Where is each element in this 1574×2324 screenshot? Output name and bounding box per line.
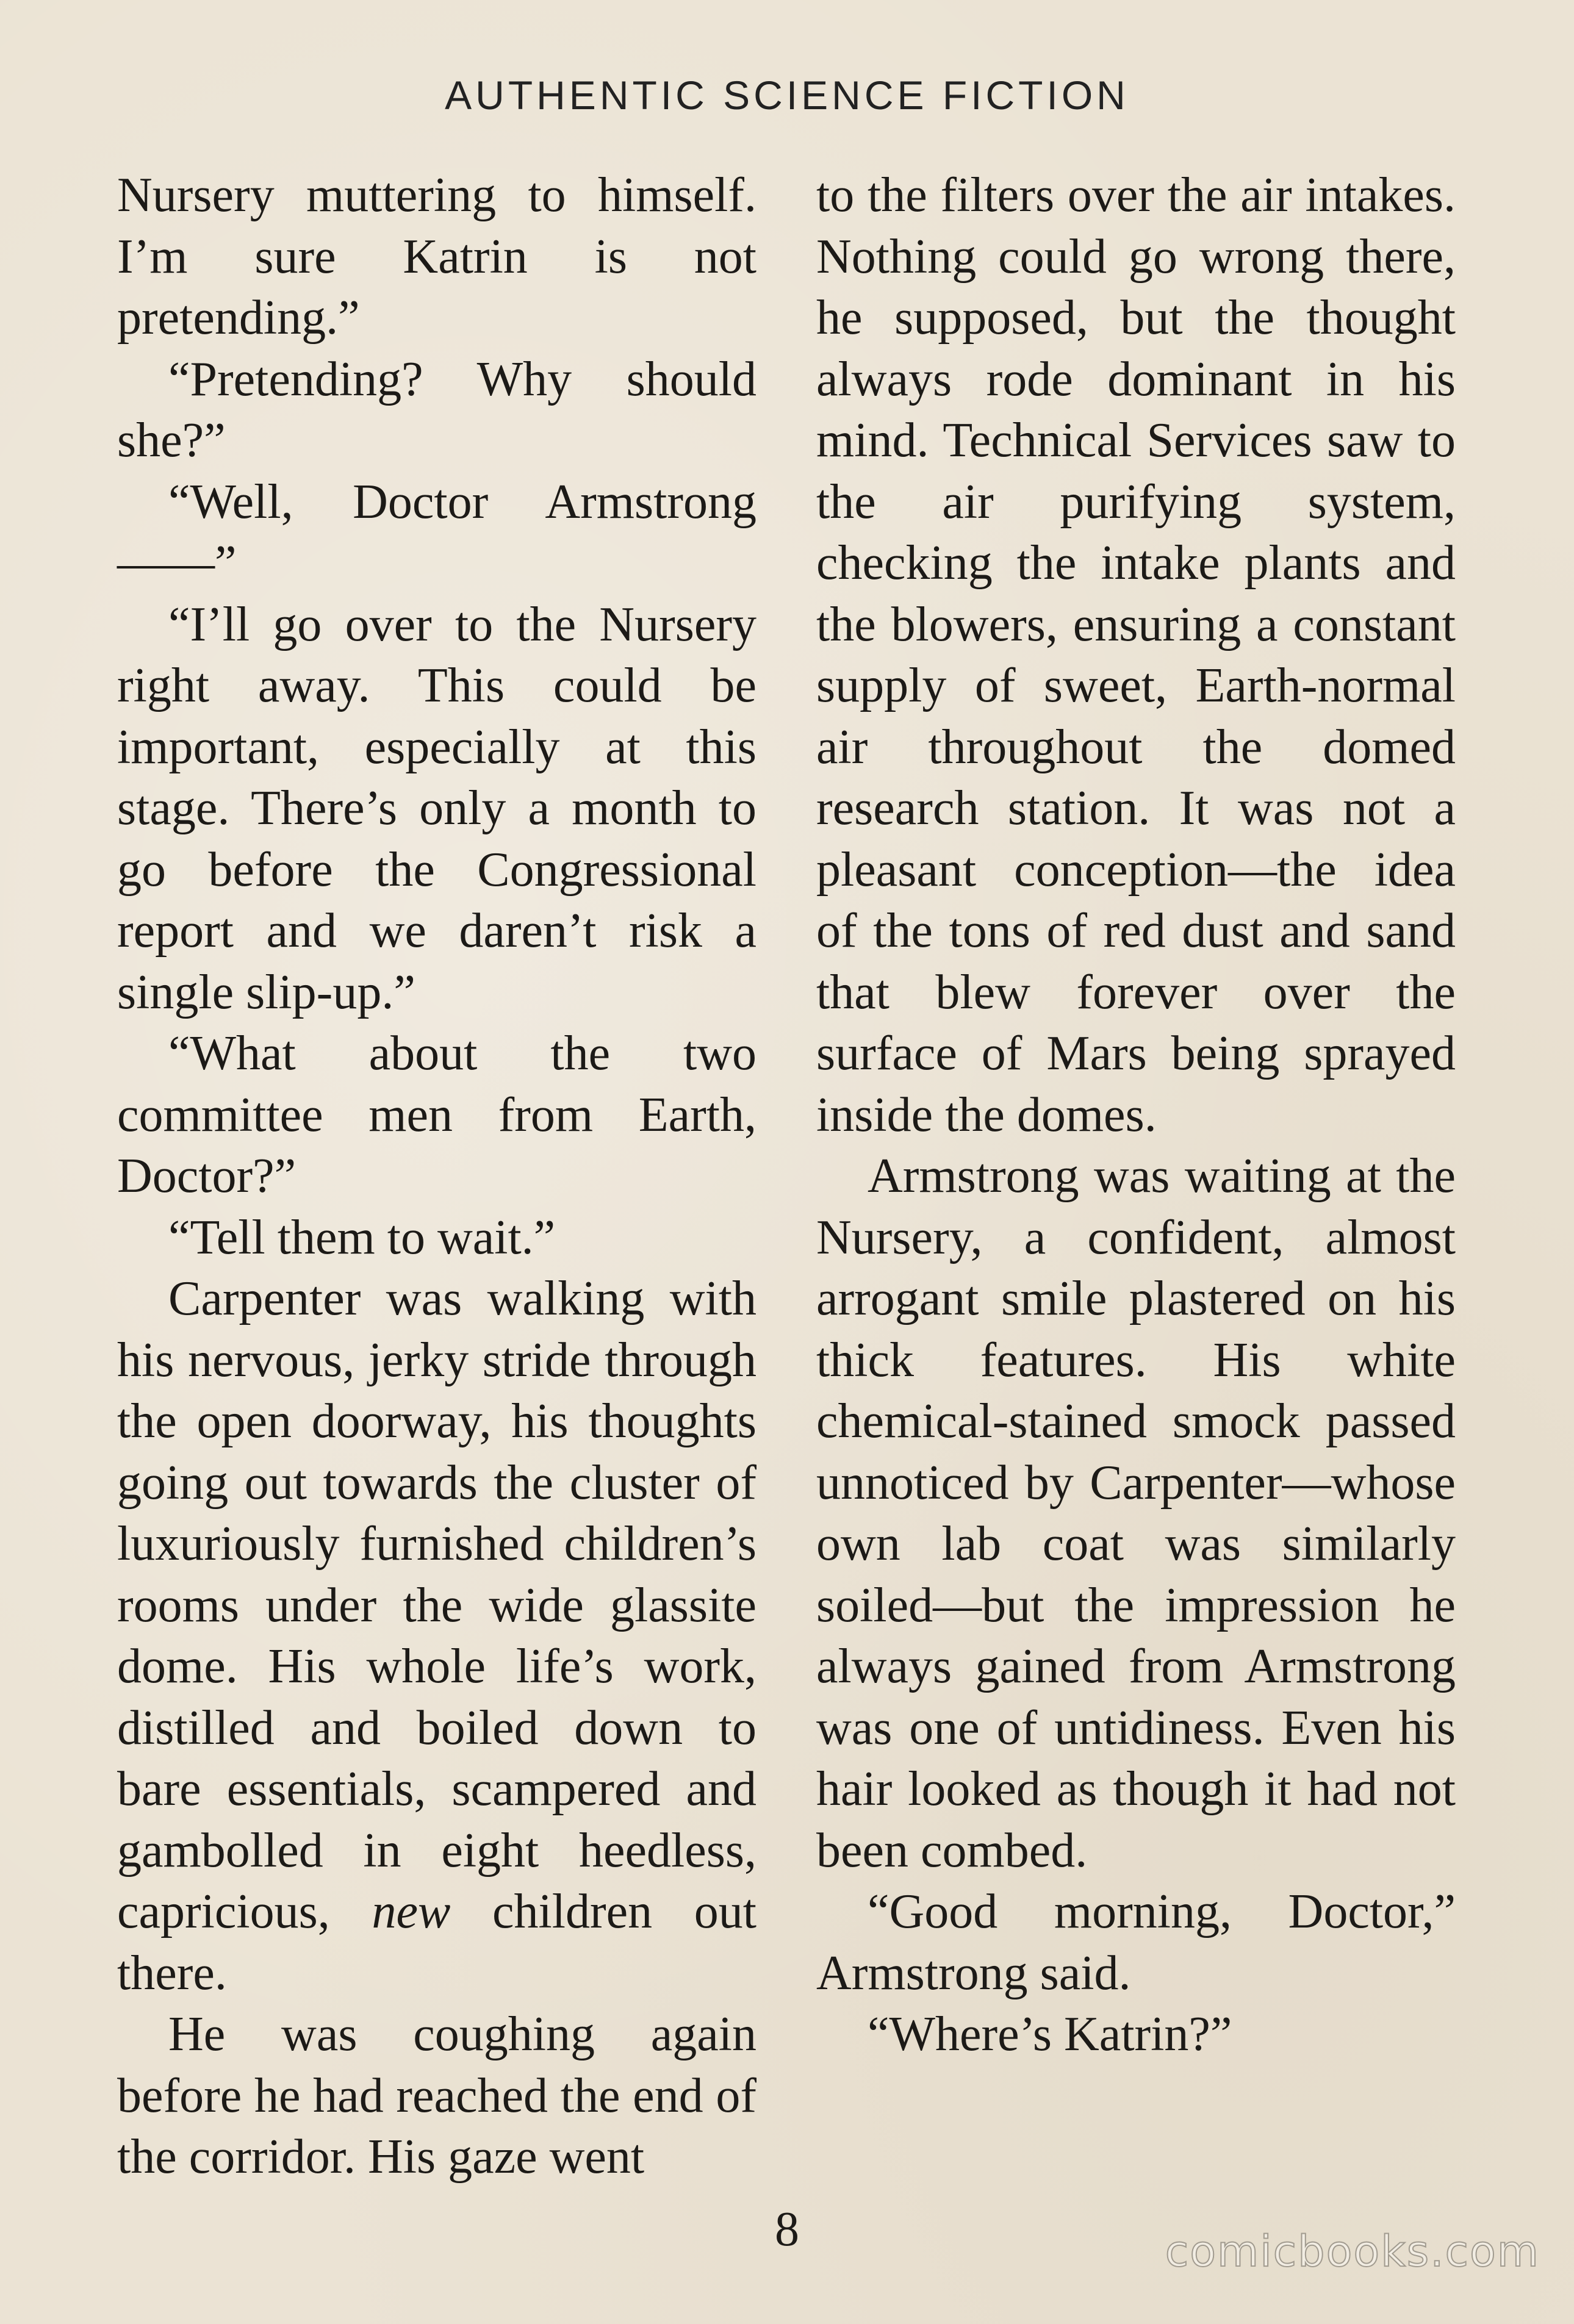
paragraph: “What about the two committee men from Earth, Doctor?” (117, 1027, 756, 1203)
paragraph: He was coughing again before he had reached the end of the corridor. His gaze went (117, 2007, 756, 2184)
paragraph: “Where’s Katrin?” (868, 2007, 1232, 2061)
left-text-column (117, 165, 756, 2188)
page-number: 8 (775, 2203, 799, 2256)
paragraph: Nursery muttering to himself. I’m sure Katrin is not pretending.” (117, 168, 756, 345)
paragraph: “Good morning, Doctor,” Armstrong said. (816, 1885, 1456, 2000)
paragraph: Armstrong was waiting at the Nursery, a confident, almost arrogant smile plastered on his thick features. His white chemical-stained smock passed unnoticed by Carpenter—whose own lab coat was similarly soiled—but the impression he always gained from Armstrong was one of untidiness. Even his hair looked as though it had not been combed. (816, 1149, 1456, 1877)
paragraph (117, 1268, 756, 2004)
paragraph-body: Carpenter was walking with his nervous, jerky stride through the open doorway, his thoughts going out towards the cluster of luxuriously furnished children’s rooms under the wide glassite dome. His whole life’s work, distilled and boiled down to bare essentials, scampered and gambolled in eight heedless, capricious, (117, 1272, 756, 1938)
paragraph: “I’ll go over to the Nursery right away. This could be important, especially at this stage. There’s only a month to go before the Congressional report and we daren’t risk a single slip-up.” (117, 597, 756, 1019)
right-text-column (816, 165, 1456, 2065)
running-title: AUTHENTIC SCIENCE FICTION (445, 73, 1129, 118)
italic-word: new (372, 1885, 451, 1938)
paragraph: “Tell them to wait.” (168, 1210, 556, 1264)
paragraph: to the filters over the air intakes. Nothing could go wrong there, he supposed, but the thought always rode dominant in his mind. Technical Services saw to the air purifying system, checking the intake plants and the blowers, ensuring a constant supply of sweet, Earth-normal air throughout the domed research station. It was not a pleasant conception—the idea of the tons of red dust and sand that blew forever over the surface of Mars being sprayed inside the domes. (816, 168, 1456, 1142)
paragraph: “Well, Doctor Armstrong——” (117, 475, 756, 590)
paragraph-tail: children out there. (117, 1885, 757, 2000)
watermark: comicbooks.com (1165, 2226, 1540, 2276)
paragraph: “Pretending? Why should she?” (117, 352, 756, 467)
